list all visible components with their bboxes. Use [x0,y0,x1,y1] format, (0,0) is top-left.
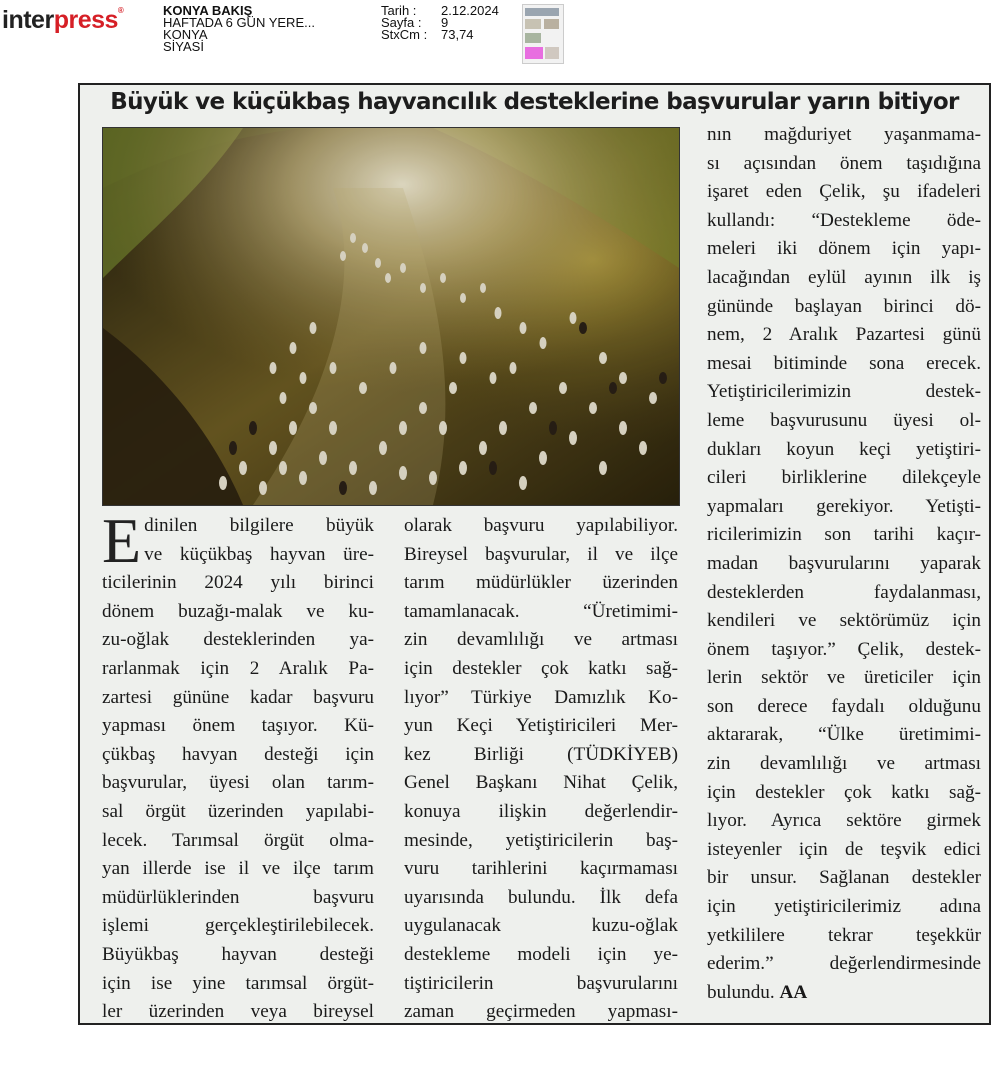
text-line: Yetiştiricilerimizin destek- [707,381,981,403]
text-line: ticilerinin 2024 yılı birinci [102,572,374,594]
text-line: cileri birliklerine dilekçeyle [707,467,981,489]
text-line: bir unsur. Sağlanan destekler [707,867,981,889]
date-label: Tarih : [381,3,417,18]
publication-category: SİYASİ [163,39,204,54]
text-line: vuru tarihlerini kaçırmaması [404,858,678,880]
text-line: desteklerden faydalanması, [707,581,981,603]
stxcm-value: 73,74 [441,27,474,42]
text-line: Genel Başkanı Nihat Çelik, [404,772,678,794]
byline: AA [779,981,808,1003]
sheep-herd-photo [102,127,680,506]
clipping-meta [381,5,499,41]
text-line: yan illerde ise il ve ilçe tarım [102,858,374,880]
text-line: işlemi gerçekleştirilebilecek. [102,915,374,937]
text-line: zin devamlılığı ve artması [404,629,678,651]
text-line: dinilen bilgilere büyük [144,515,374,536]
article-column-1 [102,505,374,1027]
text-line: dönem buzağı-malak ve ku- [102,600,374,622]
logo-press: press [53,6,118,34]
text-line: rarlanmak için 2 Aralık Pa- [102,657,374,679]
closing-text: bulundu. [707,981,780,1003]
stxcm-label: StxCm : [381,27,428,42]
text-line: kez Birliği (TÜDKİYEB) [404,743,678,765]
text-line: işaret eden Çelik, şu ifadeleri [707,181,981,203]
text-line: müdürlüklerinden başvuru [102,886,374,908]
text-line: sal örgüt üzerinden yapılabi- [102,800,374,822]
text-line: için ise yine tarımsal örgüt- [102,972,374,994]
date-value: 2.12.2024 [441,3,499,18]
text-line: ricilerimizin son tarihi kaçır- [707,524,981,546]
text-line: kendileri ve sektörümüz için [707,610,981,632]
text-line: konuya ilişkin değerlendir- [404,800,678,822]
text-line: kullandı: “Destekleme öde- [707,209,981,231]
page-label: Sayfa : [381,15,422,30]
article-clipping [78,83,991,1025]
publication-frequency: HAFTADA 6 GÜN YERE... [163,15,315,30]
publication-name: KONYA BAKIŞ [163,3,253,18]
text-line-final [707,979,981,1008]
text-line: nın mağduriyet yaşanmama- [707,124,981,145]
text-line: zartesi gününe kadar başvuru [102,686,374,708]
text-line: lacağından eylül ayının ilk iş [707,266,981,288]
logo-brand: inter [2,6,54,34]
text-line: çükbaş havyan desteği için [102,743,374,765]
text-line: mesai bitiminde sona erecek. [707,352,981,374]
headline: Büyük ve küçükbaş hayvancılık desteklerine başvurular yarın bitiyor [110,89,959,115]
text-line: lıyor. Ayrıca sektöre girmek [707,810,981,832]
text-line: ve küçükbaş hayvan üre- [144,543,374,565]
text-line: zin devamlılığı ve artması [707,753,981,775]
text-line: yetkililere tekrar teşekkür [707,924,981,946]
text-line: leme başvurusunu üyesi ol- [707,409,981,431]
text-line: yapmaları gerekiyor. Yetişti- [707,495,981,517]
text-line: tarım müdürlükler üzerinden [404,572,678,594]
article-column-2 [404,512,678,1027]
interpress-logo [2,6,123,35]
text-line: Bireysel başvurular, il ve ilçe [404,543,678,565]
text-line: meleri iki dönem için yapı- [707,238,981,260]
text-line: mesinde, yetiştiricilerin baş- [404,829,678,851]
text-line: uyarısında bulundu. İlk defa [404,886,678,908]
text-line: isteyenler için de teşvik edici [707,838,981,860]
text-line: madan başvurularını yaparak [707,552,981,574]
text-line: zu-oğlak desteklerinden ya- [102,629,374,651]
article-column-3 [707,121,981,1007]
text-line: için destekler çok katkı sağ- [404,657,678,679]
text-line: son derece faydalı olduğunu [707,695,981,717]
text-line: için destekler çok katkı sağ- [707,781,981,803]
page-thumbnail[interactable] [522,4,564,64]
text-line: sı açısından önem taşıdığına [707,152,981,174]
text-line: tamamlanacak. “Üretimimi- [404,600,678,622]
text-line: aktararak, “Ülke üretimimi- [707,724,981,746]
text-line: uygulanacak kuzu-oğlak [404,915,678,937]
publication-info [163,5,315,53]
text-line: yapması önem taşıyor. Kü- [102,715,374,737]
text-line: lıyor” Türkiye Damızlık Ko- [404,686,678,708]
text-line: dukları koyun keçi yetiştiri- [707,438,981,460]
text-line: lerin sektör ve üreticiler için [707,667,981,689]
text-line: Büyükbaş hayvan desteği [102,943,374,965]
text-line: ler üzerinden veya bireysel [102,1001,374,1023]
text-line: nem, 2 Aralık Pazartesi günü [707,324,981,346]
text-line: gününde başlayan birinci dö- [707,295,981,317]
text-line: destekleme modeli için ye- [404,943,678,965]
logo-reg: ® [117,6,124,15]
text-line: için yetiştiricilerimiz adına [707,896,981,918]
text-line: zaman geçirmeden yapması- [404,1001,678,1023]
text-line: başvurular, üyesi olan tarım- [102,772,374,794]
text-line: ederim.” değerlendirmesinde [707,953,981,975]
drop-cap: E [102,505,142,576]
text-line: olarak başvuru yapılabiliyor. [404,515,678,536]
publication-city: KONYA [163,27,208,42]
text-line: önem taşıyor.” Çelik, destek- [707,638,981,660]
text-line: yun Keçi Yetiştiricileri Mer- [404,715,678,737]
text-line: lecek. Tarımsal örgüt olma- [102,829,374,851]
text-line: tiştiricilerin başvurularını [404,972,678,994]
page-value: 9 [441,15,449,30]
